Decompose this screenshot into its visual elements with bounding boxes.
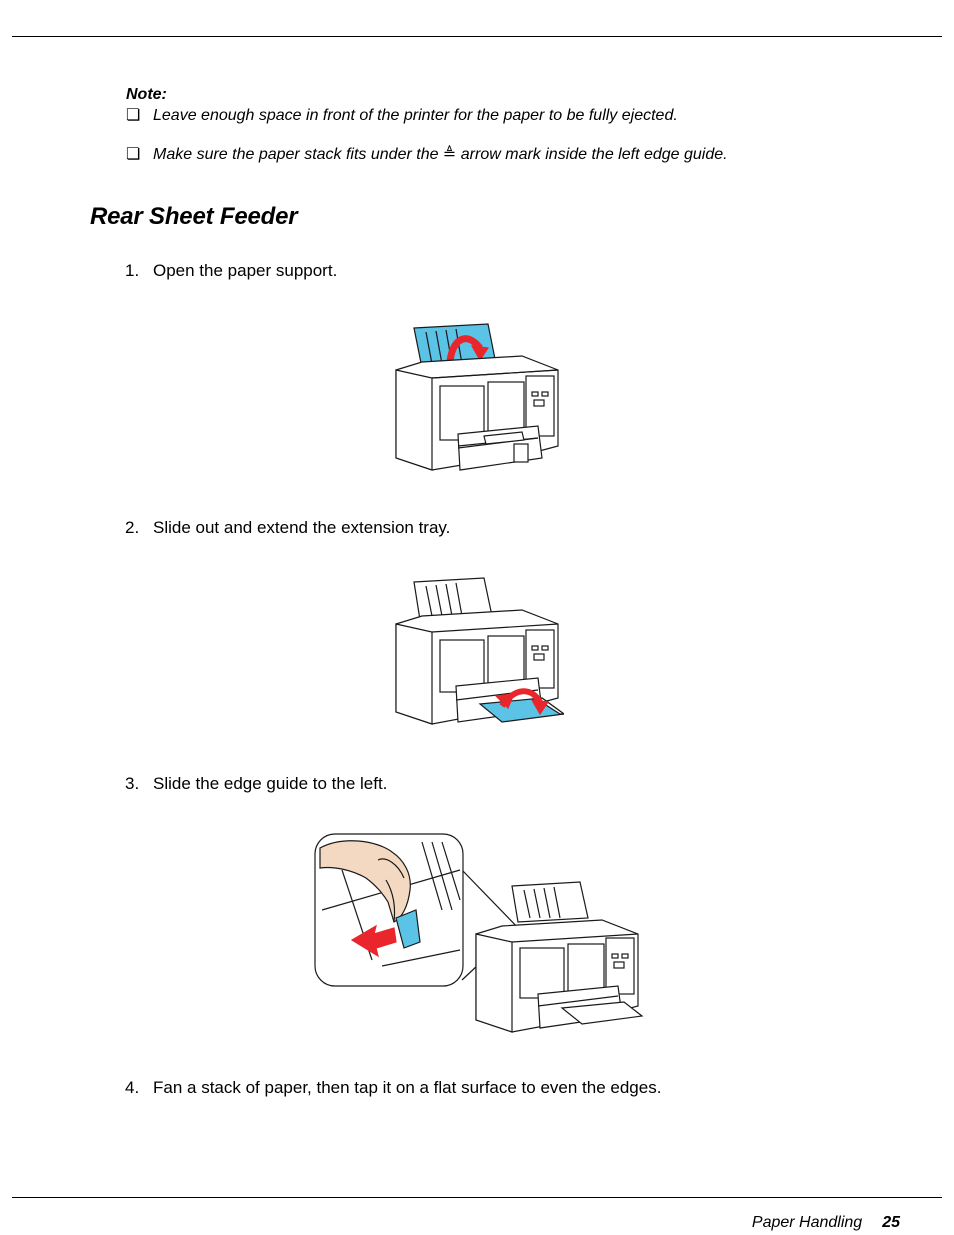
note-item-text: Make sure the paper stack fits under the ≜ arrow mark inside the left edge guide. [153,146,728,163]
printer-open-paper-support-illustration [392,318,562,488]
step-4 [125,1078,661,1098]
step-number: 4. [125,1078,140,1097]
printer-extend-tray-illustration [392,574,564,744]
header-rule [12,36,942,37]
footer-rule [12,1197,942,1198]
step-number: 2. [125,518,140,537]
step-text: Fan a stack of paper, then tap it on a flat surface to even the edges. [153,1078,662,1097]
page-number: 25 [882,1214,900,1231]
step-3 [125,774,387,794]
note-item [126,144,728,164]
checkbox-bullet-icon: ❏ [126,107,141,124]
step-text: Slide out and extend the extension tray. [153,518,451,537]
page-footer [752,1214,900,1232]
note-item-text: Leave enough space in front of the printer for the paper to be fully ejected. [153,107,678,124]
footer-section-name: Paper Handling [751,1214,863,1231]
step-text: Slide the edge guide to the left. [153,774,388,793]
checkbox-bullet-icon: ❏ [126,146,141,163]
section-title: Rear Sheet Feeder [90,203,298,230]
step-2 [125,518,450,538]
step-1 [125,261,337,281]
note-label: Note: [126,86,167,103]
step-text: Open the paper support. [153,261,338,280]
edge-guide-illustration [312,830,648,1052]
note-item [126,105,678,125]
step-number: 3. [125,774,140,793]
step-number: 1. [125,261,140,280]
